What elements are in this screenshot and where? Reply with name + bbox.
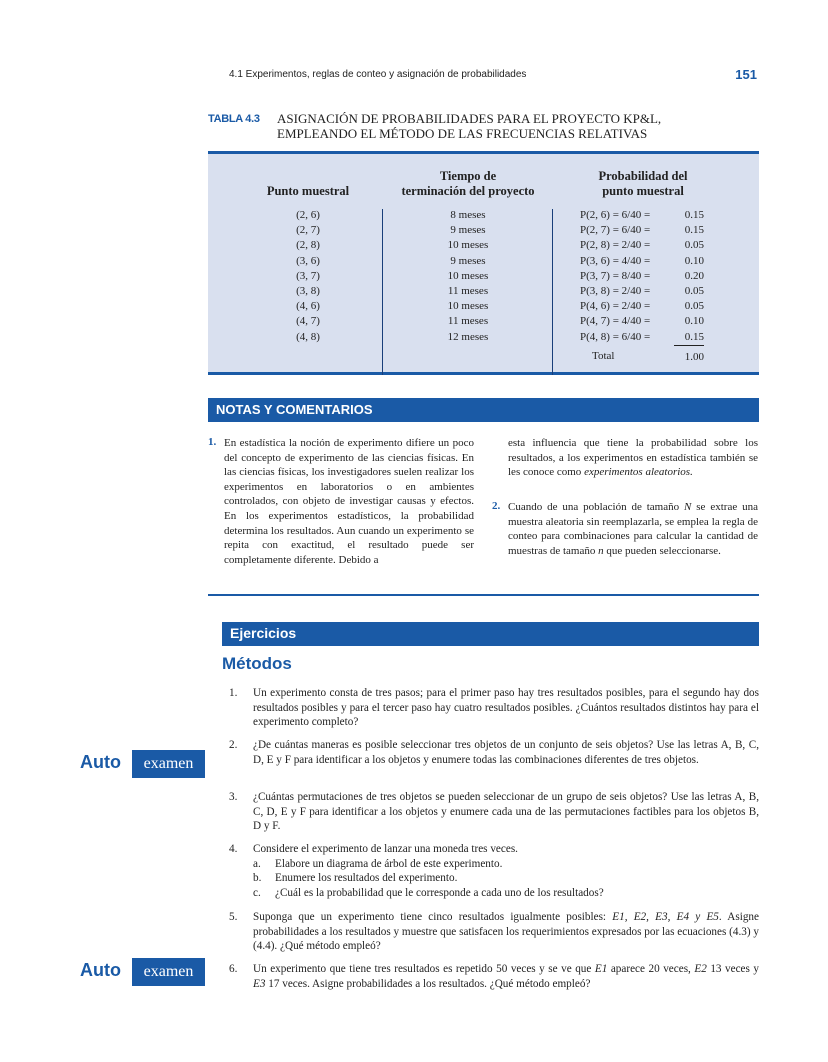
table-cell-expr: P(3, 6) = 4/40 =	[580, 254, 651, 267]
exercises-heading: Ejercicios	[230, 625, 297, 641]
col-header-time	[378, 169, 558, 199]
table-title	[277, 111, 757, 141]
notes-bottom-rule	[208, 594, 759, 596]
table-cell-expr: P(2, 7) = 6/40 =	[580, 224, 651, 237]
expr-column	[580, 208, 680, 364]
col-header-prob	[568, 169, 718, 199]
exercise-1	[229, 686, 759, 730]
table-cell-time: 10 meses	[447, 300, 489, 313]
exercise-outcomes: E1, E2, E3, E4 y E5	[612, 911, 719, 923]
table-title-line1: ASIGNACIÓN DE PROBABILIDADES PARA EL PROYECTO KP&L,	[277, 111, 662, 126]
exercise-number: 4.	[229, 843, 238, 855]
part-text: Enumere los resultados del experimento.	[275, 872, 458, 885]
prob-column	[674, 208, 704, 365]
probability-table	[208, 151, 759, 375]
note-number: 1.	[208, 436, 217, 448]
part-letter: b.	[253, 872, 262, 885]
badge-auto: Auto	[80, 752, 121, 772]
column-divider	[552, 209, 553, 375]
table-cell-expr: P(4, 8) = 6/40 =	[580, 330, 651, 343]
table-cell-point: (2, 7)	[296, 224, 320, 237]
notes-heading: NOTAS Y COMENTARIOS	[216, 402, 373, 417]
badge-examen: examen	[132, 750, 205, 778]
exercise-number: 6.	[229, 963, 238, 975]
part-letter: c.	[253, 886, 261, 899]
exercise-number: 1.	[229, 687, 238, 699]
badge-examen: examen	[132, 958, 205, 986]
col-header-point: Punto muestral	[266, 184, 350, 198]
table-cell-time: 11 meses	[447, 284, 489, 297]
table-title-line2: EMPLEANDO EL MÉTODO DE LAS FRECUENCIAS RELATIVAS	[277, 126, 648, 141]
exercise-number: 5.	[229, 911, 238, 923]
total-label: Total	[592, 349, 615, 362]
exercise-number: 3.	[229, 791, 238, 803]
column-divider	[382, 209, 383, 375]
exercise-5	[229, 910, 759, 954]
badge-auto: Auto	[80, 960, 121, 980]
exercise-text-part: 13 veces y	[706, 963, 759, 975]
table-cell-time: 10 meses	[447, 269, 489, 282]
total-value: 1.00	[684, 350, 704, 363]
note-2-text: Cuando de una población de tamaño	[508, 501, 685, 513]
table-cell-prob: 0.05	[684, 284, 704, 297]
exercise-var: E2	[694, 963, 707, 975]
table-cell-expr: P(2, 6) = 6/40 =	[580, 209, 651, 221]
note-2-var: N	[684, 501, 692, 513]
part-letter: a.	[253, 857, 261, 870]
note-1-right	[508, 436, 758, 480]
table-cell-time: 11 meses	[447, 315, 489, 328]
exercise-4-part-a	[253, 857, 759, 872]
exercise-2	[229, 738, 759, 767]
autoexamen-badge	[80, 750, 205, 778]
table-cell-point: (3, 6)	[296, 254, 320, 267]
note-1-right-emphasis: experimentos aleatorios.	[584, 466, 693, 479]
table-cell-expr: P(4, 6) = 2/40 =	[580, 300, 651, 313]
table-cell-point: (2, 8)	[296, 239, 320, 252]
exercise-var: E1	[594, 963, 608, 975]
col-header-prob-line2: punto muestral	[602, 184, 684, 198]
note-2-text: que pueden seleccionarse.	[603, 544, 721, 557]
note-1-left: En estadística la noción de experimento difiere un poco del concepto de experimento de las ciencias físicas. En las ciencias físicas, los investigadores suelen realizar los experimentos en laboratorios o en ambientes controlados, con objeto de investigar causas y efectos. En los experimentos estadísticos, la probabilidad determina los resultados. Aun cuando un experimento se repita con exactitud, el resultado puede ser completamente diferente. Debido a	[224, 437, 474, 566]
table-cell-expr: P(3, 7) = 8/40 =	[580, 269, 651, 282]
table-cell-prob: 0.15	[684, 209, 704, 221]
part-text: ¿Cuál es la probabilidad que le corresponde a cada uno de los resultados?	[275, 886, 604, 899]
table-cell-prob: 0.05	[684, 239, 704, 252]
exercise-text-part: 17 veces. Asigne probabilidades a los resultados. ¿Qué método empleó?	[265, 977, 591, 990]
exercise-text-part: . Asigne probabilidades a los resultados y muestre que satisfacen los requerimientos expresados por las ecuaciones (4.3) y (4.4). ¿Qué método empleó?	[253, 911, 759, 953]
exercise-text-part: aparece 20 veces,	[607, 963, 695, 975]
table-cell-prob: 0.15	[684, 224, 704, 237]
exercise-text-part: Un experimento que tiene tres resultados es repetido 50 veces y se ve que	[253, 963, 595, 975]
exercise-4-part-b	[253, 871, 759, 886]
exercise-text-part: Suponga que un experimento tiene cinco resultados igualmente posibles:	[253, 911, 613, 923]
note-2	[508, 500, 758, 558]
table-cell-expr: P(4, 7) = 4/40 =	[580, 315, 651, 328]
table-cell-prob: 0.10	[684, 315, 704, 328]
exercise-text: Un experimento consta de tres pasos; para el primer paso hay tres resultados posibles, para el segundo hay dos resultados posibles y para el tercer paso hay cuatro resultados posibles. ¿Cuántos resultados distintos hay para el experimento completo?	[253, 687, 759, 729]
note-1-right-text: esta influencia que tiene la probabilidad sobre los resultados, a los experimentos en estadística también se les conoce como	[508, 437, 758, 479]
table-cell-prob: 0.15	[674, 330, 704, 346]
exercise-number: 2.	[229, 739, 238, 751]
table-cell-point: (4, 7)	[296, 315, 320, 328]
section-title: 4.1 Experimentos, reglas de conteo y asignación de probabilidades	[229, 69, 527, 80]
exercise-4-part-c	[253, 886, 759, 901]
table-cell-prob: 0.10	[684, 254, 704, 267]
table-cell-point: (3, 7)	[296, 269, 320, 282]
table-cell-point: (2, 6)	[296, 209, 320, 221]
autoexamen-badge	[80, 958, 205, 986]
note-2-text: se extrae una muestra aleatoria sin reemplazarla, se emplea la regla de conteo para combinaciones para calcular la cantidad de muestras de tamaño	[508, 501, 758, 557]
exercise-4	[229, 842, 759, 900]
table-cell-prob: 0.20	[684, 269, 704, 282]
running-header	[229, 69, 757, 85]
col-header-prob-line1: Probabilidad del	[598, 169, 688, 183]
exercise-text: ¿De cuántas maneras es posible seleccionar tres objetos de un conjunto de seis objetos? Use las letras A, B, C, D, E y F para identificar a los objetos y enumere todas las combinaciones diferentes de tres objetos.	[253, 739, 759, 766]
table-cell-expr: P(3, 8) = 2/40 =	[580, 284, 651, 297]
exercise-var: E3	[253, 977, 266, 990]
time-column	[418, 208, 518, 345]
table-cell-expr: P(2, 8) = 2/40 =	[580, 239, 651, 252]
exercise-text	[253, 910, 759, 954]
table-cell-point: (4, 6)	[296, 300, 320, 313]
exercise-3	[229, 790, 759, 834]
page-number: 151	[735, 67, 757, 82]
exercise-text	[253, 962, 759, 991]
table-cell-time: 9 meses	[450, 224, 486, 237]
col-header-time-line1: Tiempo de	[439, 169, 497, 183]
part-text: Elabore un diagrama de árbol de este experimento.	[275, 857, 503, 870]
table-cell-time: 8 meses	[450, 209, 486, 221]
point-column	[268, 208, 348, 345]
table-label: TABLA 4.3	[208, 113, 260, 125]
exercise-text: ¿Cuántas permutaciones de tres objetos se pueden seleccionar de un grupo de seis objetos? Use las letras A, B, C, D, E y F para identificar a los objetos y enumere cada una de las permutaciones factibles para los objetos B, D y F.	[253, 791, 759, 833]
table-cell-point: (3, 8)	[296, 284, 320, 297]
table-cell-point: (4, 8)	[296, 330, 320, 343]
col-header-time-line2: terminación del proyecto	[401, 184, 535, 198]
exercise-text: Considere el experimento de lanzar una moneda tres veces.	[253, 843, 518, 855]
exercise-6	[229, 962, 759, 991]
table-cell-time: 10 meses	[447, 239, 489, 252]
table-cell-time: 12 meses	[447, 330, 489, 343]
note-2-var: n	[598, 544, 604, 557]
methods-subheading: Métodos	[222, 654, 292, 673]
note-number: 2.	[492, 500, 501, 512]
table-cell-time: 9 meses	[450, 254, 486, 267]
notes-heading-bar	[208, 398, 759, 422]
table-cell-prob: 0.05	[684, 300, 704, 313]
exercises-heading-bar	[222, 622, 759, 646]
